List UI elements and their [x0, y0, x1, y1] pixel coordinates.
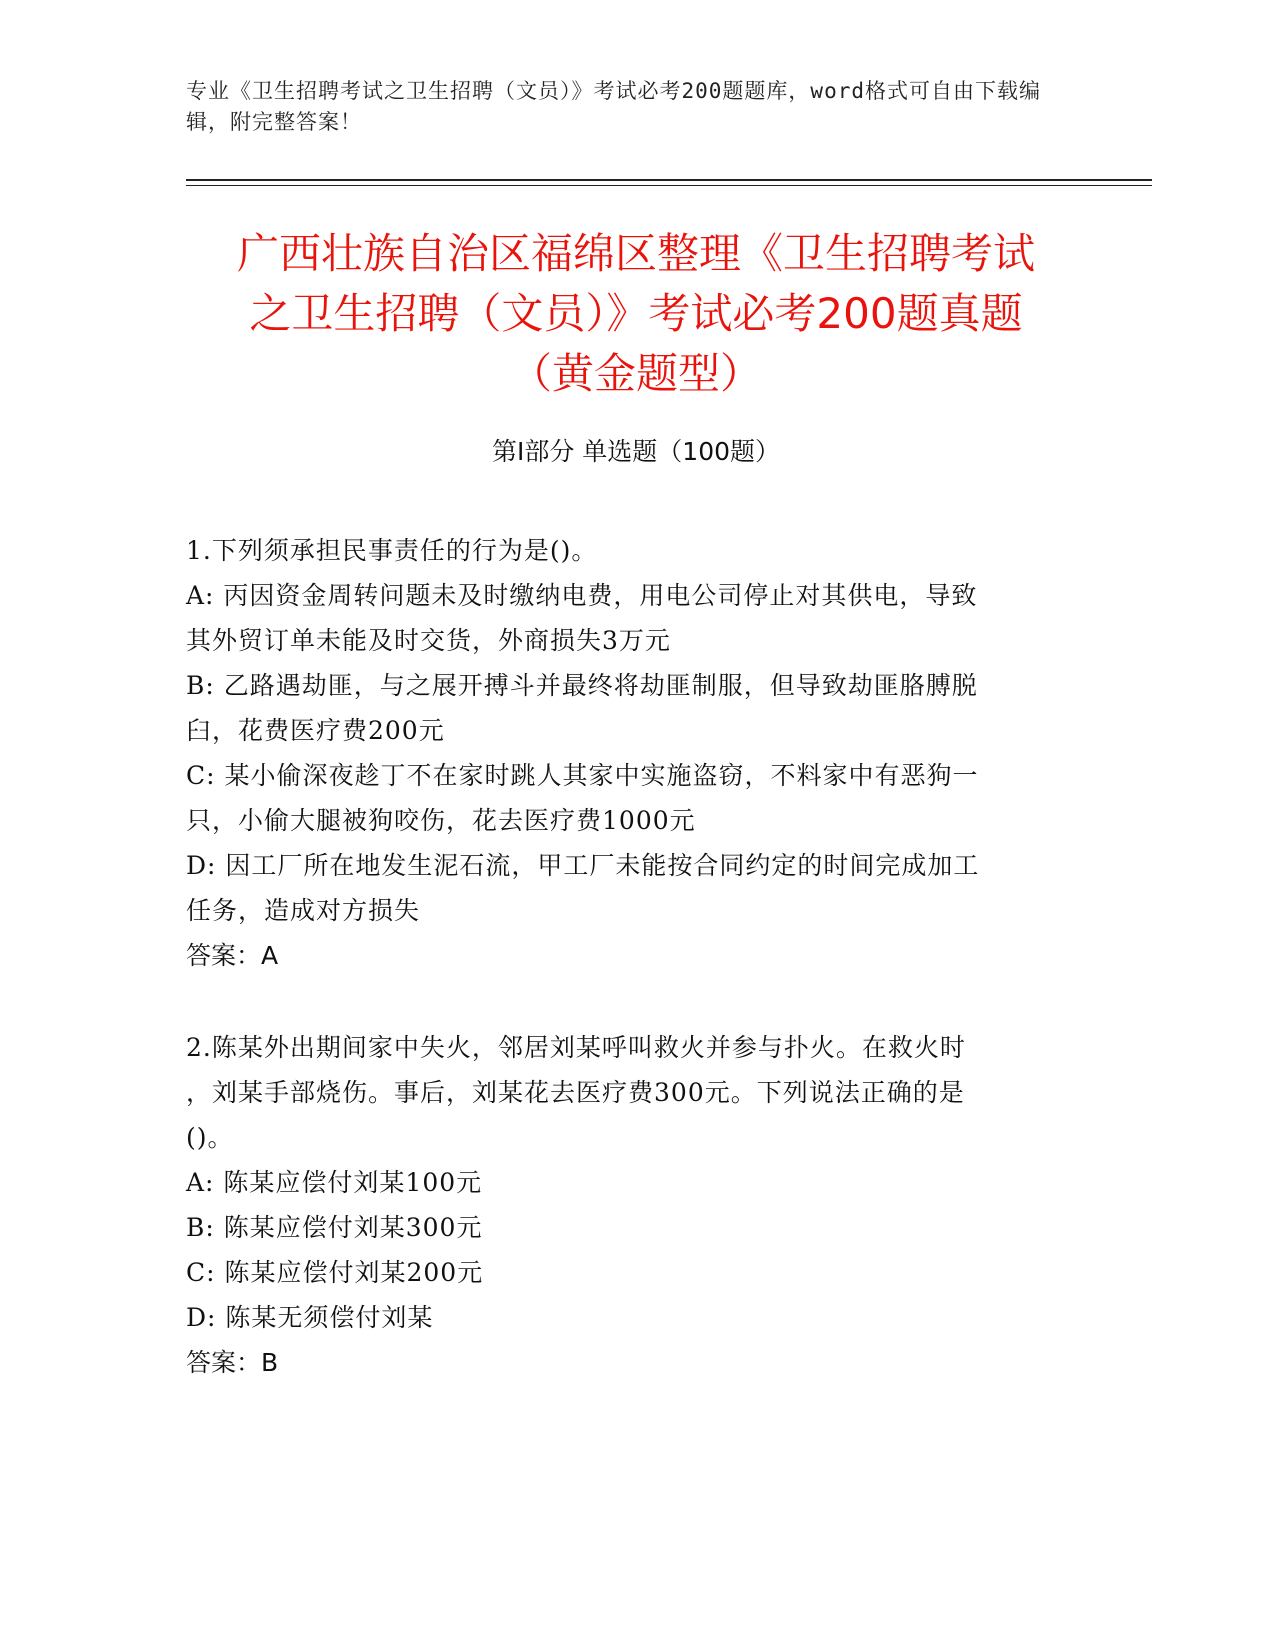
section-title: 第I部分 单选题（100题） — [491, 437, 781, 466]
question-1-option-a: A: 丙因资金周转问题未及时缴纳电费，用电公司停止对其供电，导致 — [186, 581, 978, 610]
question-1-option-c-cont: 只，小偷大腿被狗咬伤，花去医疗费1000元 — [186, 806, 696, 835]
header-note: 专业《卫生招聘考试之卫生招聘（文员）》考试必考200题题库，word格式可自由下载编辑，附完整答案！ — [186, 79, 1041, 134]
question-2-option-a: A: 陈某应偿付刘某100元 — [186, 1168, 483, 1197]
document-title-line-1: 广西壮族自治区福绵区整理《卫生招聘考试 — [236, 229, 1035, 278]
question-1 — [186, 528, 1066, 978]
question-1-option-d-cont: 任务，造成对方损失 — [186, 896, 421, 925]
question-1-option-d: D: 因工厂所在地发生泥石流，甲工厂未能按合同约定的时间完成加工 — [186, 851, 980, 880]
question-2-stem-cont-1: ，刘某手部烧伤。事后，刘某花去医疗费300元。下列说法正确的是 — [186, 1078, 965, 1107]
question-1-option-b-cont: 臼，花费医疗费200元 — [186, 716, 445, 745]
question-list — [186, 528, 1066, 1432]
header-rule-thin — [186, 185, 1152, 186]
document-title-line-3: （黄金题型） — [509, 349, 762, 398]
question-2-option-d: D: 陈某无须偿付刘某 — [186, 1303, 434, 1332]
question-2 — [186, 1025, 1066, 1385]
question-2-stem-cont-2: ()。 — [186, 1123, 234, 1152]
question-1-stem: 1.下列须承担民事责任的行为是()。 — [186, 536, 598, 565]
question-2-answer: 答案：B — [186, 1348, 279, 1377]
question-2-stem: 2.陈某外出期间家中失火，邻居刘某呼叫救火并参与扑火。在救火时 — [186, 1033, 966, 1062]
question-2-option-b: B: 陈某应偿付刘某300元 — [186, 1213, 483, 1242]
question-1-option-b: B: 乙路遇劫匪，与之展开搏斗并最终将劫匪制服，但导致劫匪胳膊脱 — [186, 671, 978, 700]
question-1-answer: 答案：A — [186, 941, 279, 970]
document-title — [186, 224, 1086, 404]
header-rule — [186, 179, 1152, 181]
question-1-option-a-cont: 其外贸订单未能及时交货，外商损失3万元 — [186, 626, 671, 655]
question-1-option-c: C: 某小偷深夜趁丁不在家时跳人其家中实施盗窃，不料家中有恶狗一 — [186, 761, 979, 790]
question-2-option-c: C: 陈某应偿付刘某200元 — [186, 1258, 484, 1287]
document-title-line-2: 之卫生招聘（文员）》考试必考200题真题 — [249, 289, 1023, 338]
